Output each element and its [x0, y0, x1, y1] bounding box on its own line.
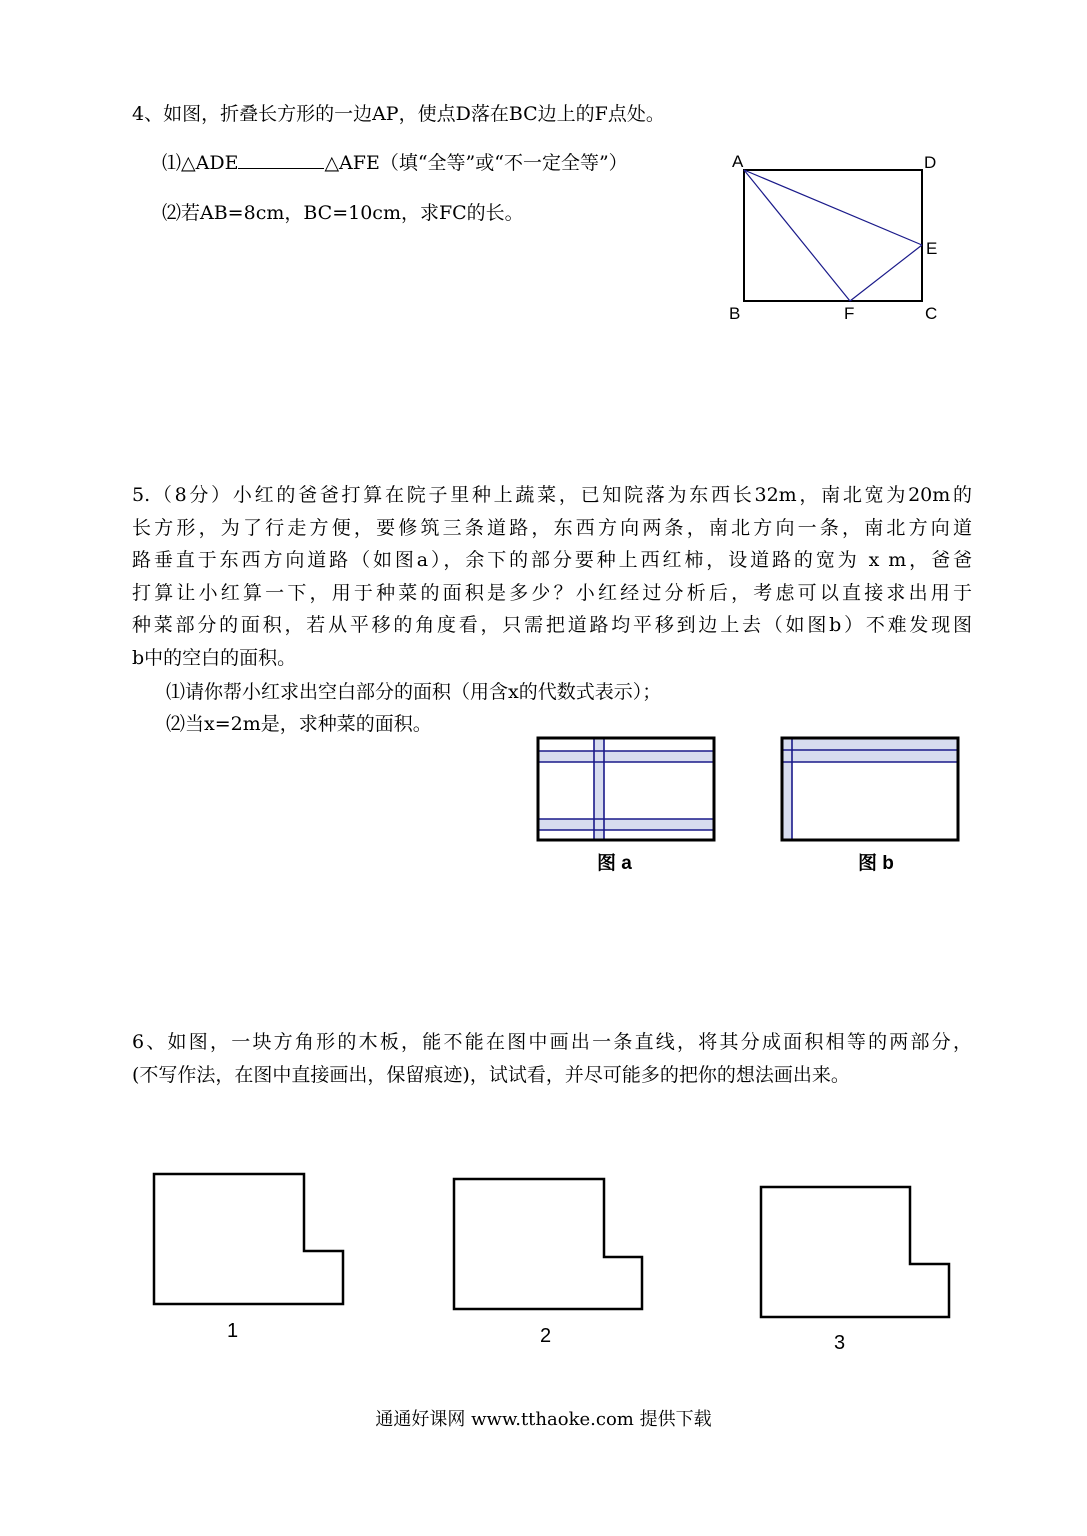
road-east-west-2 [538, 819, 714, 830]
q5-line: 路垂直于东西方向道路（如图a），余下的部分要种上西红柿，设道路的宽为 x m，爸爸 [132, 549, 972, 571]
label-d: D [924, 153, 937, 172]
footer-credit: 通通好课网 www.tthaoke.com 提供下载 [375, 1409, 712, 1430]
figure-b-shifted-roads [774, 730, 966, 845]
q6-line: 6、如图，一块方角形的木板，能不能在图中画出一条直线，将其分成面积相等的两部分， [132, 1031, 972, 1053]
caption-b: 图 b [858, 853, 894, 874]
segment-ae [744, 170, 922, 245]
q5-line: b中的空白的面积。 [132, 646, 297, 669]
board-shape-1 [150, 1170, 350, 1310]
q6-paragraph [132, 1026, 972, 1091]
rectangle-abcd [744, 170, 922, 301]
caption-a: 图 a [597, 853, 632, 874]
board-label-3: 3 [834, 1332, 846, 1354]
board-label-1: 1 [227, 1320, 239, 1342]
q5-part1: ⑴请你帮小红求出空白部分的面积（用含x的代数式表示）； [166, 681, 662, 703]
q6-line: (不写作法，在图中直接画出，保留痕迹)，试试看，并尽可能多的把你的想法画出来。 [132, 1063, 850, 1086]
q5-line: 种菜部分的面积，若从平移的角度看，只需把道路均平移到边上去（如图b）不难发现图 [132, 614, 972, 636]
board-shape-3 [757, 1183, 957, 1323]
board-label-2: 2 [540, 1325, 552, 1347]
label-f: F [844, 304, 855, 323]
q4-part1-b: △AFE（填“全等”或“不一定全等”） [324, 152, 628, 174]
q4-rectangle-figure [720, 145, 950, 330]
label-a: A [732, 152, 744, 171]
road-east-west-1 [538, 751, 714, 762]
road-north-south [594, 738, 604, 840]
q5-paragraph [132, 479, 972, 674]
q4-part1-a: ⑴△ADE [162, 152, 239, 174]
q4-stem: 4、如图，折叠长方形的一边AP，使点D落在BC边上的F点处。 [132, 103, 665, 125]
q5-line: 长方形，为了行走方便，要修筑三条道路，东西方向两条，南北方向一条，南北方向道 [132, 516, 972, 539]
label-b: B [729, 304, 741, 323]
label-c: C [925, 304, 938, 323]
figure-a-garden-roads [530, 730, 722, 845]
q4-part1 [162, 146, 628, 180]
label-e: E [926, 239, 938, 258]
q5-line: 打算让小红算一下，用于种菜的面积是多少？小红经过分析后，考虑可以直接求出用于 [132, 581, 972, 604]
q4-answer-blank [238, 146, 324, 169]
q4-part2: ⑵若AB=8cm，BC=10cm，求FC的长。 [162, 202, 524, 224]
q5-line: 5.（8分）小红的爸爸打算在院子里种上蔬菜，已知院落为东西长32m，南北宽为20m的 [132, 484, 972, 506]
segment-af [744, 170, 850, 301]
q5-part2: ⑵当x=2m是，求种菜的面积。 [166, 713, 432, 735]
segment-fe [850, 245, 922, 301]
board-shape-2 [450, 1175, 650, 1315]
